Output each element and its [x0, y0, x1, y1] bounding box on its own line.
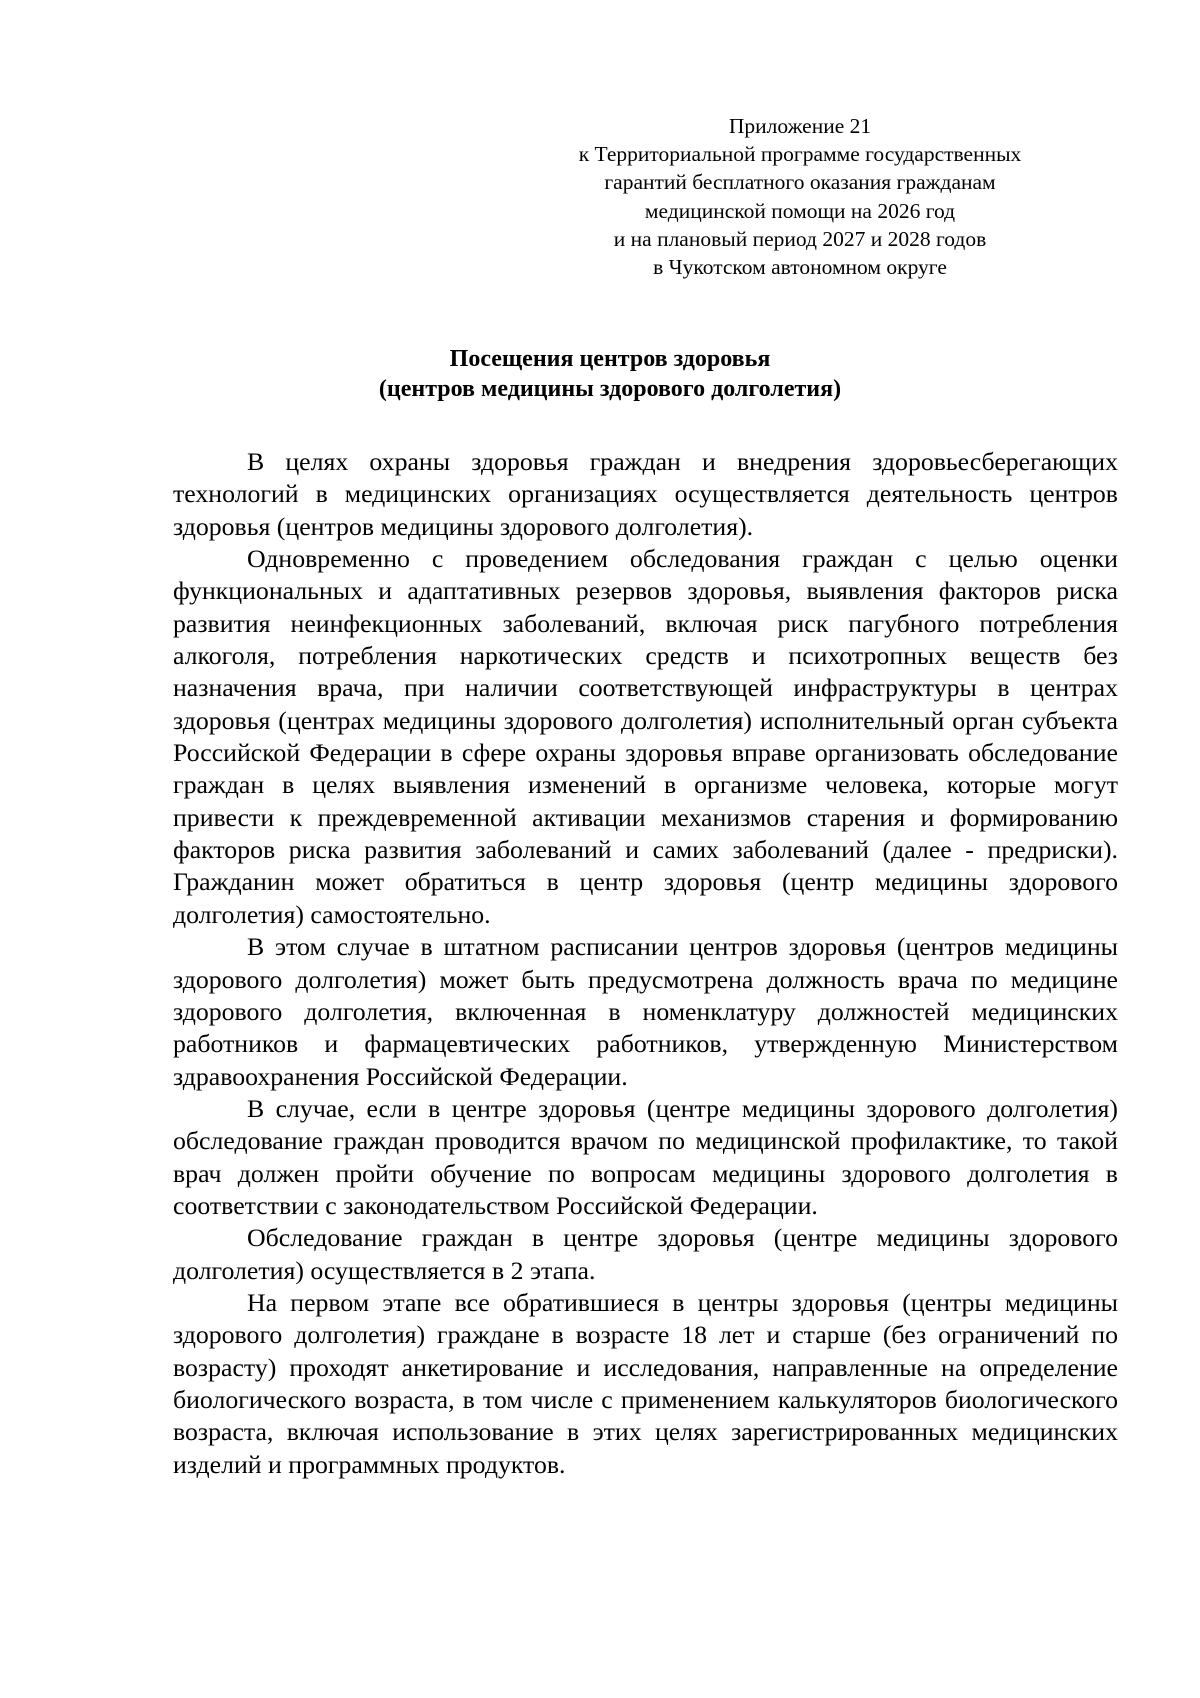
paragraph: В случае, если в центре здоровья (центре медицины здорового долголетия) обследование граждан проводится врачом по медицинской профилактике, то такой врач должен пройти обучение по вопросам медицины здорового долголетия в соответствии с законодательством Российской Федерации.	[173, 1093, 1118, 1220]
appendix-line: Приложение 21	[728, 114, 872, 138]
appendix-line: и на плановый период 2027 и 2028 годов	[613, 226, 987, 251]
paragraph: В этом случае в штатном расписании центров здоровья (центров медицины здорового долголетия) может быть предусмотрена должность врача по медицине здорового долголетия, включенная в номенклатуру должностей медицинских работников и фармацевтических работников, утвержденную Министерством здравоохранения Российской Федерации.	[173, 932, 1118, 1091]
appendix-line: в Чукотском автономном округе	[653, 255, 947, 280]
appendix-line: гарантий бесплатного оказания гражданам	[604, 170, 996, 195]
document-body	[173, 446, 1118, 1481]
paragraph: Одновременно с проведением обследования граждан с целью оценки функциональных и адаптативных резервов здоровья, выявления факторов риска развития неинфекционных заболеваний, включая риск пагубного потребления алкоголя, потребления наркотических средств и психотропных веществ без назначения врача, при наличии соответствующей инфраструктуры в центрах здоровья (центрах медицины здорового долголетия) исполнительный орган субъекта Российской Федерации в сфере охраны здоровья вправе организовать обследование граждан в целях выявления изменений в организме человека, которые могут привести к преждевременной активации механизмов старения и формированию факторов риска развития заболеваний и самих заболеваний (далее - предриски). Гражданин может обратиться в центр здоровья (центр медицины здорового долголетия) самостоятельно.	[173, 544, 1118, 929]
paragraph: В целях охраны здоровья граждан и внедрения здоровьесберегающих технологий в медицинских организациях осуществляется деятельность центров здоровья (центров медицины здорового долголетия).	[173, 447, 1118, 541]
paragraph: На первом этапе все обратившиеся в центры здоровья (центры медицины здорового долголетия) граждане в возрасте 18 лет и старше (без ограничений по возрасту) проходят анкетирование и исследования, направленные на определение биологического возраста, в том числе с применением калькуляторов биологического возраста, включая использование в этих целях зарегистрированных медицинских изделий и программных продуктов.	[173, 1287, 1118, 1479]
appendix-line: к Территориальной программе государственных	[578, 142, 1022, 167]
title-line-2: (центров медицины здорового долголетия)	[378, 376, 842, 402]
paragraph: Обследование граждан в центре здоровья (центре медицины здорового долголетия) осуществляется в 2 этапа.	[173, 1223, 1118, 1285]
document-title	[160, 344, 1060, 404]
title-line-1: Посещения центров здоровья	[449, 346, 771, 372]
appendix-header	[520, 112, 1080, 281]
appendix-line: медицинской помощи на 2026 год	[644, 198, 956, 223]
